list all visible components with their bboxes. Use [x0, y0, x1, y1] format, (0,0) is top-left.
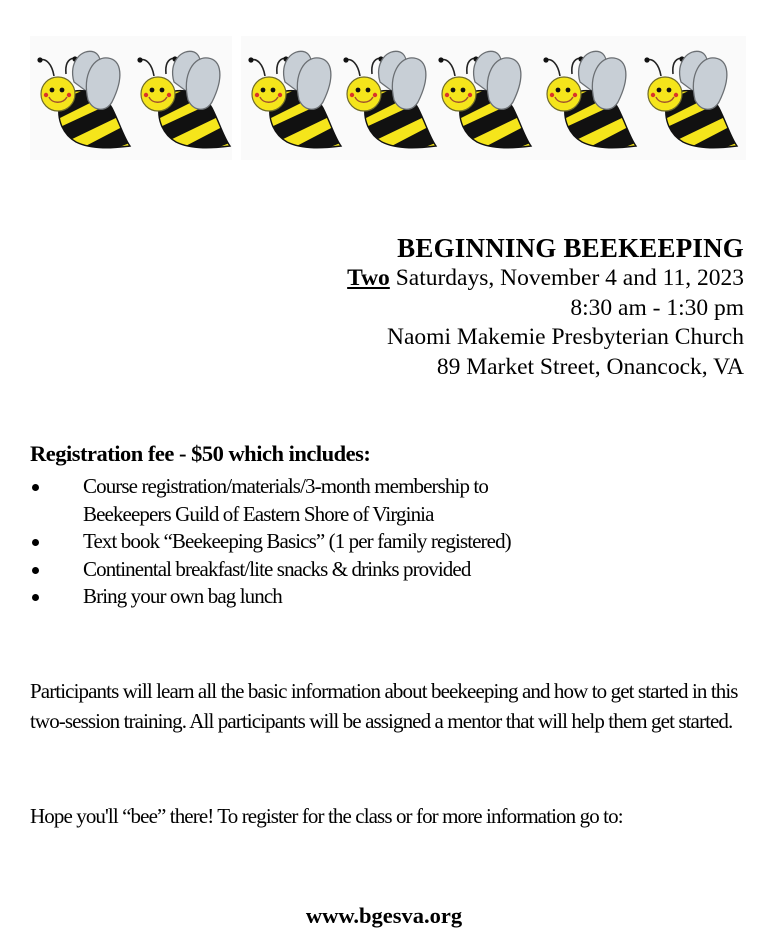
- bee-banner-right: [241, 36, 746, 160]
- description-paragraph: Participants will learn all the basic information about beekeeping and how to get started in this two-session training. All participants will be assigned a mentor that will help them get started.: [30, 679, 738, 733]
- bee-illustration: [132, 42, 232, 154]
- list-item-text: Beekeepers Guild of Eastern Shore of Virginia: [83, 501, 434, 526]
- bee-illustration: [433, 42, 533, 154]
- event-dates: [347, 264, 744, 294]
- bullet-icon: [32, 539, 39, 546]
- bee-illustration: [243, 42, 343, 154]
- bee-illustration: [32, 42, 132, 154]
- date-emphasis: Two: [347, 265, 390, 291]
- bee-illustration: [639, 42, 739, 154]
- event-title: BEGINNING BEEKEEPING: [397, 233, 744, 263]
- bee-banner-left: [30, 36, 232, 160]
- date-text: Saturdays, November 4 and 11, 2023: [389, 265, 744, 291]
- list-item: [30, 528, 730, 556]
- register-paragraph: Hope you'll “bee” there! To register for the class or for more information go to:: [30, 804, 623, 828]
- event-header: [347, 232, 744, 382]
- event-venue: Naomi Makemie Presbyterian Church: [387, 324, 744, 350]
- bullet-icon: [32, 484, 39, 491]
- list-item: [30, 473, 730, 528]
- list-item-text: Continental breakfast/lite snacks & drinks provided: [83, 556, 471, 581]
- website-link[interactable]: www.bgesva.org: [305, 903, 463, 928]
- bullet-icon: [32, 594, 39, 601]
- registration-heading: Registration fee - $50 which includes:: [30, 441, 371, 466]
- list-item: [30, 556, 730, 584]
- list-item: [30, 583, 730, 611]
- event-address: 89 Market Street, Onancock, VA: [436, 353, 744, 380]
- bee-illustration: [538, 42, 638, 154]
- list-item-text: Text book “Beekeeping Basics” (1 per family registered): [83, 529, 511, 553]
- bullet-icon: [32, 567, 39, 574]
- bee-illustration: [338, 42, 438, 154]
- list-item-text: Bring your own bag lunch: [83, 584, 282, 608]
- list-item-text: Course registration/materials/3-month membership to: [83, 474, 488, 498]
- includes-list: [30, 473, 730, 611]
- event-time: 8:30 am - 1:30 pm: [570, 294, 744, 321]
